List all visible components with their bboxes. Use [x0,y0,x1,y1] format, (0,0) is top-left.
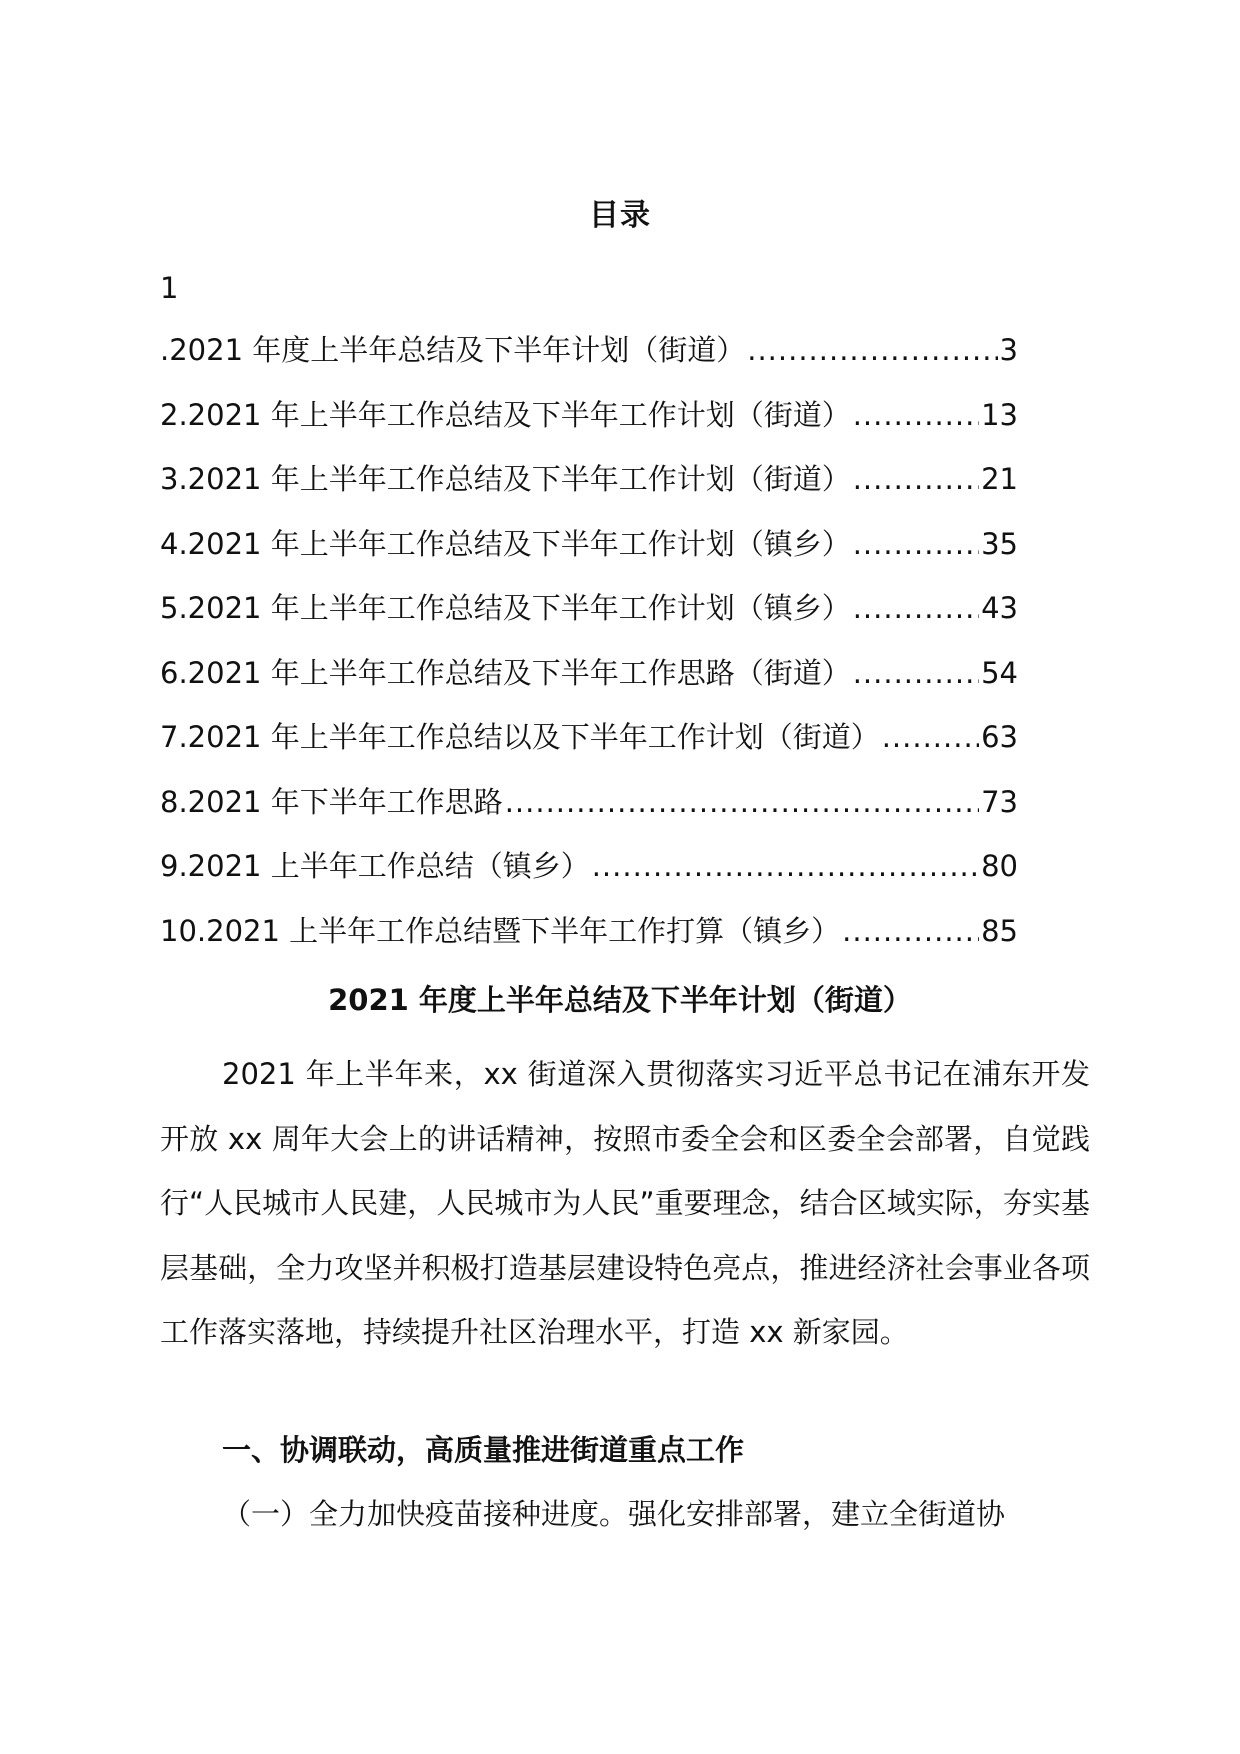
toc-entry-label: 5.2021 年上半年工作总结及下半年工作计划（镇乡） [160,591,851,625]
toc-entry[interactable] [160,588,1018,653]
toc-leader-dots [853,459,979,499]
toc-leader-dots [747,330,997,370]
toc-entry[interactable] [160,459,1018,524]
toc-list [160,330,1018,975]
toc-leader-dots [853,395,979,435]
toc-entry-page: 73 [981,784,1018,819]
toc-entry-page: 85 [981,913,1018,948]
toc-leader-dots [853,588,979,628]
toc-entry-label: 6.2021 年上半年工作总结及下半年工作思路（街道） [160,655,851,690]
toc-leader-dots [853,524,979,564]
toc-entry[interactable] [160,330,1018,395]
toc-entry-page: 3 [999,333,1018,367]
toc-entry[interactable] [160,653,1018,718]
toc-entry-page: 80 [981,849,1018,883]
toc-leader-dots [592,846,979,886]
toc-entry-label: .2021 年度上半年总结及下半年计划（街道） [160,333,746,367]
article-title: 2021 年度上半年总结及下半年计划（街道） [328,983,912,1017]
toc-leader-dots [505,782,979,822]
toc-entry[interactable] [160,911,1018,976]
toc-entry-page: 35 [981,526,1018,561]
toc-entry[interactable] [160,524,1018,589]
toc-entry-label: 4.2021 年上半年工作总结及下半年工作计划（镇乡） [160,526,851,561]
toc-entry-page: 54 [981,655,1018,690]
toc-entry-page: 21 [981,462,1018,496]
toc-leader-dots [853,653,979,693]
toc-entry-page: 63 [981,720,1018,754]
toc-entry-label: 2.2021 年上半年工作总结及下半年工作计划（街道） [160,397,851,432]
toc-entry[interactable] [160,717,1018,782]
toc-leader-dots [882,717,979,757]
toc-title: 目录 [589,198,651,233]
toc-entry-page: 43 [981,591,1018,625]
toc-entry-label: 7.2021 年上半年工作总结以及下半年工作计划（街道） [160,720,880,754]
toc-entry-page: 13 [981,397,1018,432]
toc-leader-dots [842,911,979,951]
section-heading: 一、协调联动，高质量推进街道重点工作 [222,1433,745,1467]
toc-number: 1 [160,271,179,305]
intro-paragraph: 2021 年上半年来，xx 街道深入贯彻落实习近平总书记在浦东开发开放 xx 周年大会上的讲话精神，按照市委全会和区委全会部署，自觉践行“人民城市人民建，人民城市为人民”重要理念，结合区域实际，夯实基层基础，全力攻坚并积极打造基层建设特色亮点，推进经济社会事业各项工作落实落地，持续提升社区治理水平，打造 xx 新家园。 [160,1057,1090,1349]
subsection-paragraph: （一）全力加快疫苗接种进度。强化安排部署，建立全街道协 [222,1497,1006,1531]
toc-entry-label: 10.2021 上半年工作总结暨下半年工作打算（镇乡） [160,913,841,948]
toc-entry-label: 8.2021 年下半年工作思路 [160,784,503,819]
toc-entry[interactable] [160,395,1018,460]
toc-entry-label: 9.2021 上半年工作总结（镇乡） [160,849,590,883]
toc-entry-label: 3.2021 年上半年工作总结及下半年工作计划（街道） [160,462,851,496]
toc-entry[interactable] [160,782,1018,847]
toc-entry[interactable] [160,846,1018,911]
